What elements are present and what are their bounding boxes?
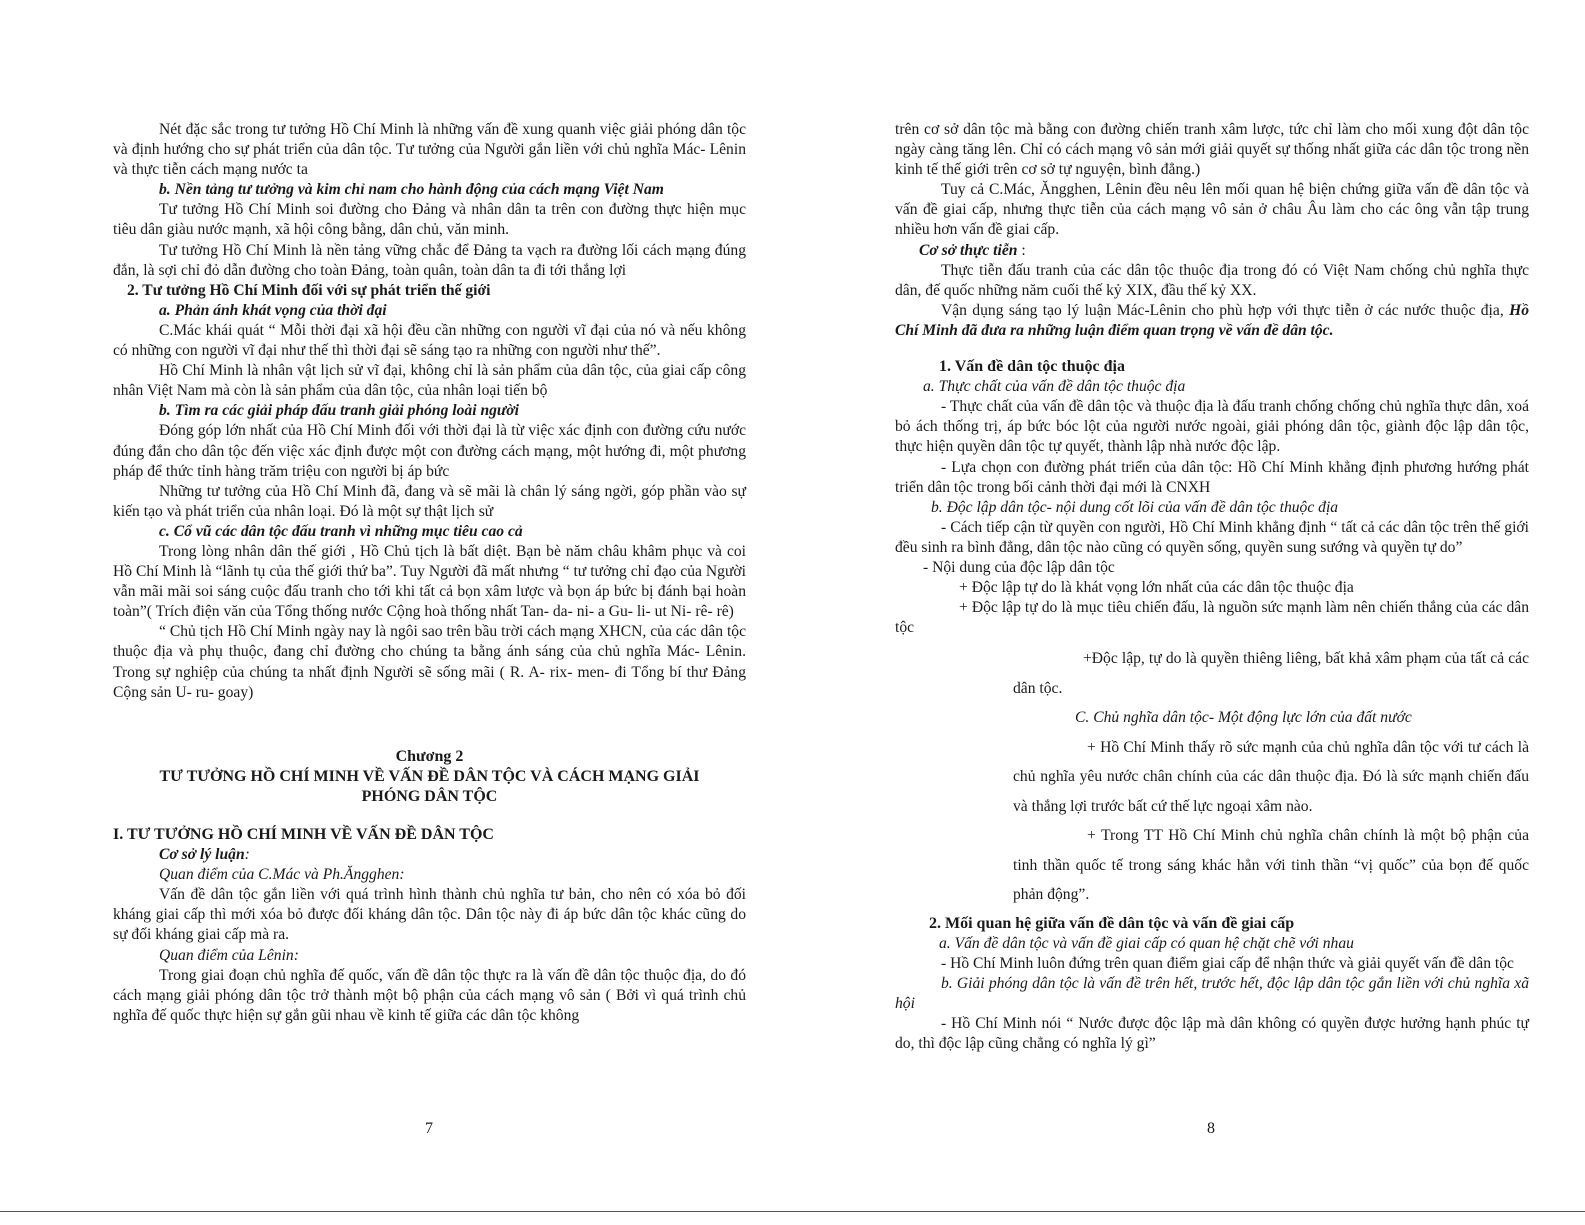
- theory-basis-label: Cơ sở lý luận: [159, 846, 245, 864]
- marx-engels-view: Quan điểm của C.Mác và Ph.Ăngghen:: [159, 866, 405, 884]
- page-number: 8: [1207, 1120, 1215, 1137]
- subheading-b: b. Nền tảng tư tưởng và kim chỉ nam cho hành động của cách mạng Việt Nam: [159, 181, 664, 199]
- paragraph: Thực tiễn đấu tranh của các dân tộc thuộc địa trong đó có Việt Nam chống chủ nghĩa thực dân, đế quốc những năm cuối thế kỷ XIX, đầu thế kỷ XX.: [895, 261, 1529, 299]
- paragraph: + Độc lập tự do là khát vọng lớn nhất của các dân tộc thuộc địa: [959, 579, 1354, 597]
- paragraph: C.Mác khái quát “ Mỗi thời đại xã hội đều cần những con người vĩ đại của nó và nếu không có những con người vĩ đại như thế thì thời đại sẽ sáng tạo ra những con người như thế”.: [113, 321, 746, 360]
- chapter-number: Chương 2: [395, 747, 464, 765]
- subheading-b: b. Tìm ra các giải pháp đấu tranh giải phóng loài người: [159, 402, 519, 420]
- paragraph: Tư tưởng Hồ Chí Minh soi đường cho Đảng và nhân dân ta trên con đường thực hiện mục tiêu dân giàu nước mạnh, xã hội công bằng, dân chủ, văn minh.: [113, 201, 746, 239]
- page-number: 7: [425, 1120, 433, 1137]
- theory-basis-colon: :: [244, 846, 250, 864]
- key-statement: Hồ Chí Minh đã đưa ra những luận điểm quan trọng về vấn đề dân tộc.: [895, 301, 1529, 339]
- section-heading-2: 2. Tư tưởng Hồ Chí Minh đối với sự phát triển thế giới: [127, 281, 491, 299]
- subheading-a: a. Phản ánh khát vọng của thời đại: [159, 301, 387, 319]
- spacer: [895, 341, 1529, 357]
- chapter-title-line-1: TƯ TƯỞNG HỒ CHÍ MINH VỀ VẤN ĐỀ DÂN TỘC VÀ CÁCH MẠNG GIẢI: [159, 767, 700, 785]
- practice-basis-label: Cơ sở thực tiễn: [919, 241, 1018, 259]
- paragraph: Tuy cả C.Mác, Ăngghen, Lênin đều nêu lên mối quan hệ biện chứng giữa vấn đề dân tộc và vấn đề giai cấp, nhưng thực tiễn của cách mạng vô sản ở châu Âu làm cho các ông vẫn tập trung nhiều hơn vấn đề giai cấp.: [895, 181, 1529, 239]
- paragraph: + Trong TT Hồ Chí Minh chủ nghĩa chân chính là một bộ phận của tinh thần quốc tế trong sáng khác hẳn với tinh thần “vị quốc” của bọn đế quốc phản động”.: [1013, 827, 1529, 904]
- theory-basis-heading: [121, 845, 746, 865]
- practice-basis-colon: :: [1017, 241, 1026, 259]
- indented-block: [1013, 644, 1529, 910]
- bottom-divider: [0, 1211, 1585, 1212]
- subheading-2a: a. Vấn đề dân tộc và vấn đề giai cấp có quan hệ chặt chẽ với nhau: [939, 934, 1354, 952]
- paragraph: + Hồ Chí Minh thấy rõ sức mạnh của chủ nghĩa dân tộc với tư cách là chủ nghĩa yêu nước chân chính của các dân thuộc địa. Đó là sức mạnh chiến đấu và thắng lợi trước bất cứ thế lực ngoại xâm nào.: [1013, 738, 1529, 815]
- paragraph: - Thực chất của vấn đề dân tộc và thuộc địa là đấu tranh chống chống chủ nghĩa thực dân, xoá bỏ ách thống trị, áp bức bóc lột của người nước ngoài, giải phóng dân tộc, giành độc lập dân tộc, thực hiện quyền dân tộc tự quyết, thành lập nhà nước độc lập.: [895, 398, 1529, 456]
- right-page: [895, 120, 1529, 1055]
- paragraph: +Độc lập, tự do là quyền thiêng liêng, bất khả xâm phạm của tất cả các dân tộc.: [1013, 650, 1529, 697]
- paragraph: trên cơ sở dân tộc mà bằng con đường chiến tranh xâm lược, tức chỉ làm cho mối xung đột dân tộc ngày càng tăng lên. Chỉ có cách mạng vô sản mới giải quyết sự thống nhất giữa các dân tộc trong nền kinh tế thế giới trên cơ sở tự nguyện, bình đẳng.): [895, 121, 1529, 179]
- paragraph: [895, 301, 1529, 341]
- paragraph: Những tư tưởng của Hồ Chí Minh đã, đang và sẽ mãi là chân lý sáng ngời, góp phần vào sự kiến tạo và phát triển của nhân loại. Đó là một sự thật lịch sử: [113, 482, 746, 520]
- subheading-2b: b. Giải phóng dân tộc là vấn đề trên hết, trước hết, độc lập dân tộc gắn liền với chủ nghĩa xã hội: [895, 975, 1529, 1013]
- subheading-1c: C. Chủ nghĩa dân tộc- Một động lực lớn của đất nước: [1075, 709, 1412, 727]
- paragraph-text: Vận dụng sáng tạo lý luận Mác-Lênin cho phù hợp với thực tiễn ở các nước thuộc địa,: [941, 301, 1504, 319]
- paragraph: - Hồ Chí Minh luôn đứng trên quan điểm giai cấp để nhận thức và giải quyết vấn đề dân tộc: [941, 955, 1514, 973]
- paragraph: Trong giai đoạn chủ nghĩa đế quốc, vấn đề dân tộc thực ra là vấn đề dân tộc thuộc địa, do đó cách mạng giải phóng dân tộc trở thành một bộ phận của cách mạng vô sản ( Bởi vì quá trình chủ nghĩa đế quốc thực hiện sự gắn gũi nhau về kinh tế giữa các dân tộc không: [113, 966, 746, 1024]
- paragraph: Nét đặc sắc trong tư tưởng Hồ Chí Minh là những vấn đề xung quanh việc giải phóng dân tộc và định hướng cho sự phát triển của dân tộc. Tư tưởng của Người gắn liền với chủ nghĩa Mác- Lênin và thực tiễn cách mạng nước ta: [113, 121, 746, 179]
- paragraph: - Nội dung của độc lập dân tộc: [923, 558, 1115, 576]
- paragraph: - Hồ Chí Minh nói “ Nước được độc lập mà dân không có quyền được hưởng hạnh phúc tự do, thì độc lập cũng chẳng có nghĩa lý gì”: [895, 1015, 1529, 1053]
- subheading-c: c. Cổ vũ các dân tộc đấu tranh vì những mục tiêu cao cả: [159, 522, 523, 540]
- section-heading-I: I. TƯ TƯỞNG HỒ CHÍ MINH VỀ VẤN ĐỀ DÂN TỘC: [113, 826, 494, 843]
- spacer: [113, 703, 746, 747]
- paragraph: Trong lòng nhân dân thế giới , Hồ Chủ tịch là bất diệt. Bạn bè năm châu khâm phục và coi Hồ Chí Minh là “lãnh tụ của thế giới thứ ba”. Tuy Người đã mất nhưng “ tư tưởng chỉ đạo của Người vẫn mãi mãi soi sáng cuộc đấu tranh cho tới khi tất cả bọn xâm lược và bọn áp bức bị đánh bại hoàn toàn”( Trích điện văn của Tổng thống nước Cộng hoà thống nhất Tan- da- ni- a Gu- li- ut Ni- rê- rê): [113, 542, 746, 621]
- left-page: [113, 120, 746, 1026]
- paragraph: + Độc lập tự do là mục tiêu chiến đấu, là nguồn sức mạnh làm nên chiến thắng của các dân tộc: [895, 599, 1529, 637]
- paragraph: Tư tưởng Hồ Chí Minh là nền tảng vững chắc để Đảng ta vạch ra đường lối cách mạng đúng đắn, là sợi chỉ đỏ dẫn đường cho toàn Đảng, toàn quân, toàn dân ta đi tới thắng lợi: [113, 241, 746, 279]
- subheading-1a: a. Thực chất của vấn đề dân tộc thuộc địa: [923, 378, 1186, 396]
- paragraph: “ Chủ tịch Hồ Chí Minh ngày nay là ngôi sao trên bầu trời cách mạng XHCN, của các dân tộc thuộc địa và phụ thuộc, đang chỉ đường cho chúng ta bằng ánh sáng của chủ nghĩa Mác- Lênin. Trong sự nghiệp của chúng ta nhất định Người sẽ sống mãi ( R. A- rix- men- đi Tổng bí thư Đảng Cộng sản U- ru- goay): [113, 623, 746, 701]
- spacer: [113, 807, 746, 825]
- paragraph: - Cách tiếp cận từ quyền con người, Hồ Chí Minh khẳng định “ tất cả các dân tộc trên thế giới đều sinh ra bình đẳng, dân tộc nào cũng có quyền sống, quyền sung sướng và quyền tự do”: [895, 518, 1529, 556]
- paragraph: Đóng góp lớn nhất của Hồ Chí Minh đối với thời đại là từ việc xác định con đường cứu nước đúng đắn cho dân tộc đến việc xác định được một con đường cách mạng, một hướng đi, một phương pháp để thức tỉnh hàng trăm triệu con người bị áp bức: [113, 422, 746, 480]
- chapter-title-line-2: PHÓNG DÂN TỘC: [361, 787, 498, 805]
- subheading-1b: b. Độc lập dân tộc- nội dung cốt lõi của vấn đề dân tộc thuộc địa: [931, 498, 1339, 516]
- practice-basis-heading: [895, 241, 1529, 261]
- paragraph: - Lựa chọn con đường phát triển của dân tộc: Hồ Chí Minh khẳng định phương hướng phát triển dân tộc trong bối cảnh thời đại mới là CNXH: [895, 458, 1529, 496]
- paragraph: Vấn đề dân tộc gắn liền với quá trình hình thành chủ nghĩa tư bản, cho nên có xóa bỏ đối kháng giai cấp thì mới xóa bỏ được đối kháng dân tộc. Dân tộc này đi áp bức dân tộc khác cũng do sự đối kháng giai cấp mà ra.: [113, 886, 746, 944]
- paragraph: Hồ Chí Minh là nhân vật lịch sử vĩ đại, không chỉ là sản phẩm của dân tộc, của giai cấp công nhân Việt Nam mà còn là sản phẩm của dân tộc, của nhân loại tiến bộ: [113, 362, 746, 400]
- section-heading-1: 1. Vấn đề dân tộc thuộc địa: [939, 358, 1125, 376]
- section-heading-2: 2. Mối quan hệ giữa vấn đề dân tộc và vấn đề giai cấp: [929, 914, 1295, 932]
- lenin-view: Quan điểm của Lênin:: [159, 946, 299, 964]
